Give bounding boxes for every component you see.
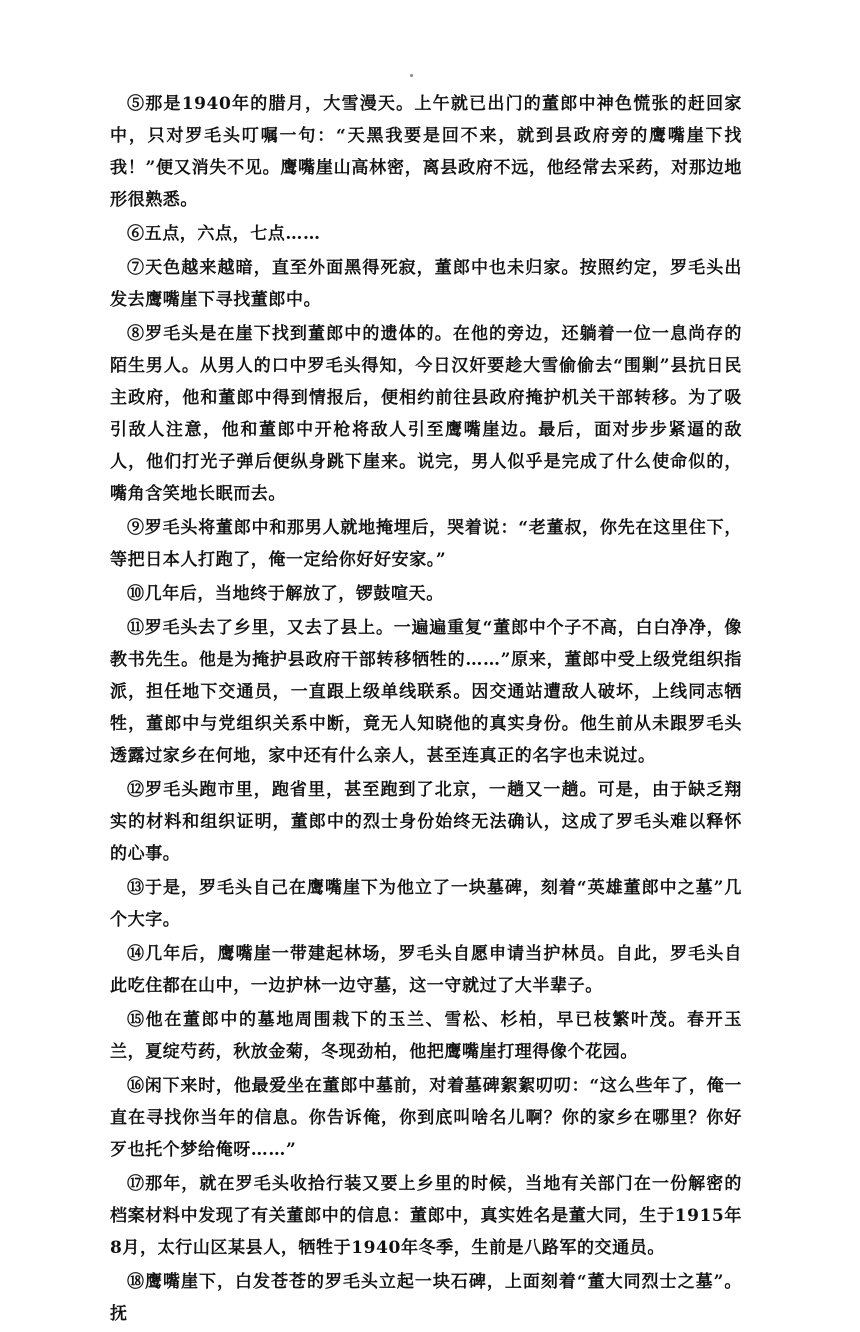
paragraph-6: ⑥五点，六点，七点……: [127, 224, 321, 244]
paragraph-18: ⑱鹰嘴崖下，白发苍苍的罗毛头立起一块石碑，上面刻着“董大同烈士之墓”。抚: [110, 1272, 742, 1324]
paragraph-7: ⑦天色越来越暗，直至外面黑得死寂，董郎中也未归家。按照约定，罗毛头出发去鹰嘴崖下寻找董郎中。: [110, 258, 742, 310]
paragraph-5: ⑤那是1940年的腊月，大雪漫天。上午就已出门的董郎中神色慌张的赶回家中，只对罗毛头叮嘱一句：“天黑我要是回不来，就到县政府旁的鹰嘴崖下找我！”便又消失不见。鹰嘴崖山高林密，离县政府不远，他经常去采药，对那边地形很熟悉。: [110, 94, 742, 210]
paragraph-9: ⑨罗毛头将董郎中和那男人就地掩埋后，哭着说：“老董叔，你先在这里住下，等把日本人打跑了，俺一定给你好好安家。”: [110, 518, 742, 570]
scan-speck: [410, 74, 413, 77]
paragraph-16: ⑯闲下来时，他最爱坐在董郎中墓前，对着墓碑絮絮叨叨：“这么些年了，俺一直在寻找你当年的信息。你告诉俺，你到底叫啥名儿啊？你的家乡在哪里？你好歹也托个梦给俺呀……”: [110, 1076, 742, 1160]
paragraph-11: ⑪罗毛头去了乡里，又去了县上。一遍遍重复“董郎中个子不高，白白净净，像教书先生。他是为掩护县政府干部转移牺牲的……”原来，董郎中受上级党组织指派，担任地下交通员，一直跟上级单线联系。因交通站遭敌人破坏，上线同志牺牲，董郎中与党组织关系中断，竟无人知晓他的真实身份。他生前从未跟罗毛头透露过家乡在何地，家中还有什么亲人，甚至连真正的名字也未说过。: [110, 618, 742, 766]
paragraph-8: ⑧罗毛头是在崖下找到董郎中的遗体的。在他的旁边，还躺着一位一息尚存的陌生男人。从男人的口中罗毛头得知，今日汉奸要趁大雪偷偷去“围剿”县抗日民主政府，他和董郎中得到情报后，便相约前往县政府掩护机关干部转移。为了吸引敌人注意，他和董郎中开枪将敌人引至鹰嘴崖边。最后，面对步步紧逼的敌人，他们打光子弹后便纵身跳下崖来。说完，男人似乎是完成了什么使命似的，嘴角含笑地长眠而去。: [110, 324, 742, 504]
paragraph-17: ⑰那年，就在罗毛头收拾行装又要上乡里的时候，当地有关部门在一份解密的档案材料中发现了有关董郎中的信息：董郎中，真实姓名是董大同，生于1915年8月，太行山区某县人，牺牲于1940年冬季，生前是八路军的交通员。: [110, 1174, 742, 1258]
paragraph-10: ⑩几年后，当地终于解放了，锣鼓喧天。: [127, 584, 444, 604]
paragraph-15: ⑮他在董郎中的墓地周围栽下的玉兰、雪松、杉柏，早已枝繁叶茂。春开玉兰，夏绽芍药，秋放金菊，冬现劲柏，他把鹰嘴崖打理得像个花园。: [110, 1010, 742, 1062]
paragraph-12: ⑫罗毛头跑市里，跑省里，甚至跑到了北京，一趟又一趟。可是，由于缺乏翔实的材料和组织证明，董郎中的烈士身份始终无法确认，这成了罗毛头难以释怀的心事。: [110, 780, 742, 864]
paragraph-13: ⑬于是，罗毛头自己在鹰嘴崖下为他立了一块墓碑，刻着“英雄董郎中之墓”几个大字。: [110, 878, 742, 930]
document-page: [110, 88, 742, 1332]
paragraph-14: ⑭几年后，鹰嘴崖一带建起林场，罗毛头自愿申请当护林员。自此，罗毛头自此吃住都在山中，一边护林一边守墓，这一守就过了大半辈子。: [110, 944, 742, 996]
